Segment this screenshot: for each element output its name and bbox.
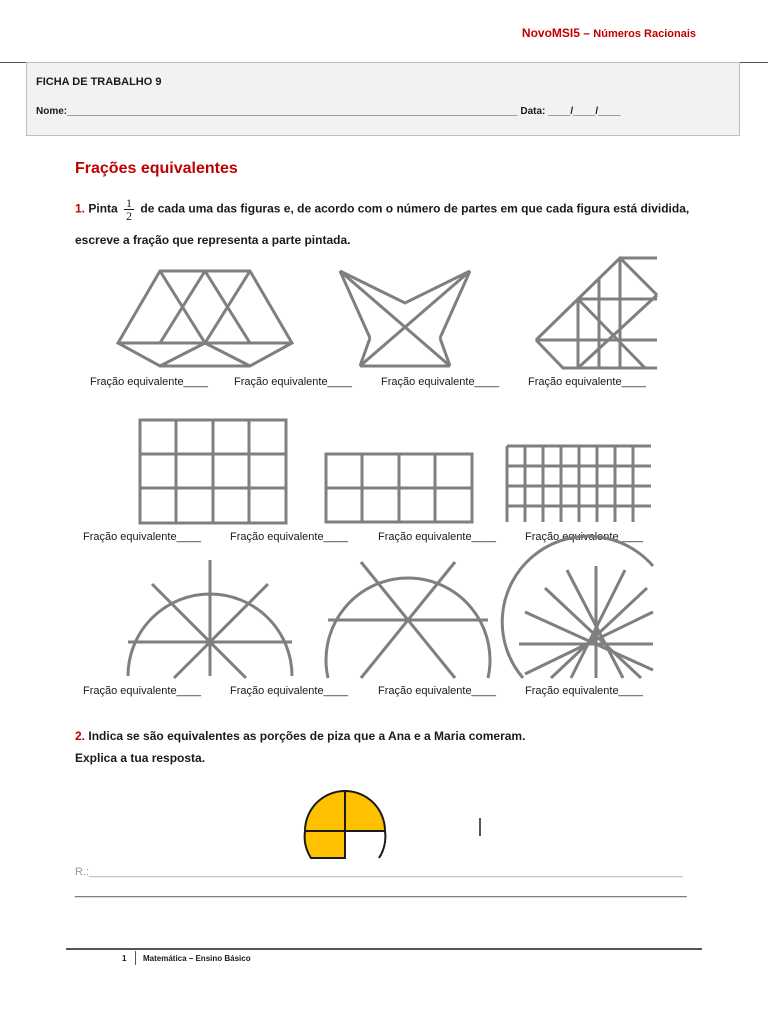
hexagon-figure xyxy=(115,268,295,368)
page-number: 1 xyxy=(122,954,127,963)
figure-label: Fração equivalente____ xyxy=(525,685,644,697)
header-rule-right xyxy=(740,62,768,63)
figure-label: Fração equivalente____ xyxy=(83,531,202,543)
section-title: Frações equivalentes xyxy=(75,160,238,177)
name-date-line: Nome:_________________________________________________________________________________ Data: ____/____/____ xyxy=(36,106,621,117)
figure-label: Fração equivalente____ xyxy=(90,376,209,388)
circle-16-parts-figure xyxy=(515,560,655,680)
figure-label: Fração equivalente____ xyxy=(381,376,500,388)
one-half-fraction xyxy=(124,197,134,222)
footer-text: Matemática – Ensino Básico xyxy=(143,954,251,963)
footer-rule xyxy=(66,948,702,950)
question-2-number: 2. xyxy=(75,729,86,743)
figure-label: Fração equivalente____ xyxy=(83,685,202,697)
answer-line-2[interactable]: ____________________________________________________________________________________________________ xyxy=(75,886,687,898)
header-subject: Números Racionais xyxy=(593,28,696,40)
figure-label: Fração equivalente____ xyxy=(528,376,647,388)
worksheet-header-box xyxy=(26,62,740,136)
answer-line[interactable]: R.:_________________________________________________________________________________________________ xyxy=(75,866,683,878)
header-title xyxy=(522,26,696,40)
figure-label: Fração equivalente____ xyxy=(234,376,353,388)
question-2-line-2: Explica a tua resposta. xyxy=(75,751,206,765)
figure-label: Fração equivalente____ xyxy=(378,685,497,697)
question-2-line-1 xyxy=(75,729,525,743)
grid-8x4-figure xyxy=(505,444,653,524)
worksheet-title: FICHA DE TRABALHO 9 xyxy=(36,76,162,88)
footer-separator xyxy=(135,951,136,965)
circle-6-parts-figure xyxy=(320,560,496,680)
header-rule-left xyxy=(0,62,26,63)
header-dash: – xyxy=(583,26,590,40)
figure-label: Fração equivalente____ xyxy=(378,531,497,543)
fraction-numerator: 1 xyxy=(126,196,133,210)
header-brand: NovoMSI5 xyxy=(521,26,580,40)
circle-8-parts-figure xyxy=(120,558,300,680)
question-1-text-after: de cada uma das figuras e, de acordo com o número de partes em que cada figura está dividida, xyxy=(140,201,690,216)
figure-label: Fração equivalente____ xyxy=(230,685,349,697)
question-1-line-1 xyxy=(75,197,689,222)
diamond-figure xyxy=(530,255,660,370)
star-shape-figure xyxy=(335,268,475,368)
pizza-divider-mark xyxy=(479,818,481,836)
question-1-line-2: escreve a fração que representa a parte pintada. xyxy=(75,233,351,247)
fraction-denominator: 2 xyxy=(126,209,133,223)
grid-4x3-figure xyxy=(138,418,288,525)
question-1-text-before: Pinta xyxy=(88,201,118,216)
question-1-number: 1. xyxy=(75,201,86,216)
grid-4x2-figure xyxy=(324,452,474,524)
question-2-text: Indica se são equivalentes as porções de piza que a Ana e a Maria comeram. xyxy=(88,729,526,743)
figure-label: Fração equivalente____ xyxy=(525,531,644,543)
pizza-quarters-figure xyxy=(302,788,388,860)
figure-label: Fração equivalente____ xyxy=(230,531,349,543)
